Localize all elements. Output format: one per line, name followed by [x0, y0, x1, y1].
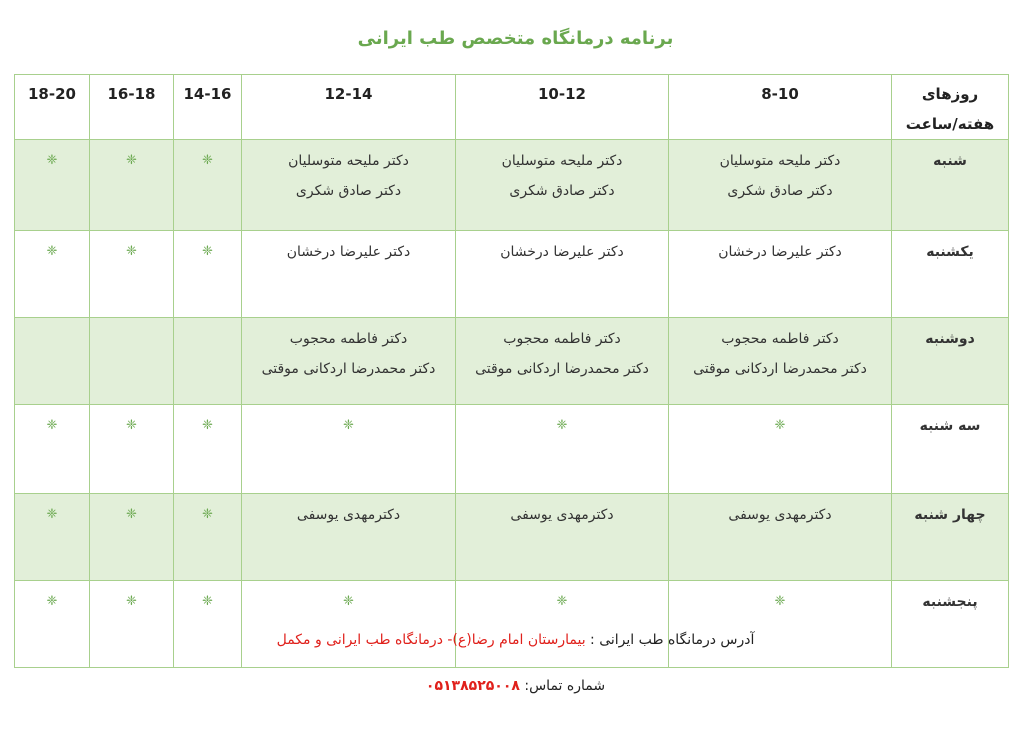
address-value: بیمارستان امام رضا(ع)- درمانگاه طب ایرانی و مکمل — [276, 632, 586, 648]
day-cell: پنجشنبه — [892, 581, 1009, 668]
schedule-cell — [15, 581, 90, 668]
schedule-cell — [669, 494, 892, 581]
schedule-cell — [174, 140, 242, 231]
doctor-name: دکتر محمدرضا اردکانی موقتی — [475, 361, 649, 377]
unavailable-mark-icon: ❈ — [126, 153, 137, 168]
schedule-cell — [242, 231, 456, 318]
doctor-name: دکتر علیرضا درخشان — [286, 244, 411, 260]
schedule-cell — [90, 405, 174, 494]
address-line — [0, 632, 1031, 648]
unavailable-mark-icon: ❈ — [126, 418, 137, 433]
table-row — [15, 231, 1009, 318]
unavailable-mark-icon: ❈ — [556, 594, 568, 609]
schedule-cell — [242, 318, 456, 405]
schedule-cell — [456, 231, 669, 318]
day-cell: یکشنبه — [892, 231, 1009, 318]
unavailable-mark-icon: ❈ — [126, 244, 137, 259]
schedule-cell — [242, 140, 456, 231]
schedule-table — [14, 74, 1009, 668]
schedule-cell — [669, 581, 892, 668]
unavailable-mark-icon: ❈ — [202, 153, 213, 168]
phone-label: شماره تماس: — [519, 678, 606, 694]
unavailable-mark-icon: ❈ — [774, 418, 786, 433]
unavailable-mark-icon: ❈ — [46, 507, 58, 522]
phone-value: ۰۵۱۳۸۵۲۵۰۰۸ — [425, 678, 520, 694]
slot-header: 14-16 — [174, 75, 242, 140]
unavailable-mark-icon: ❈ — [343, 594, 354, 609]
address-label: آدرس درمانگاه طب ایرانی : — [585, 632, 755, 648]
header-day-label: روزهای — [921, 85, 979, 103]
header-day-cell — [892, 75, 1009, 140]
table-row — [15, 405, 1009, 494]
doctor-name: دکتر ملیحه متوسلیان — [719, 153, 841, 169]
doctor-name: دکتر علیرضا درخشان — [718, 244, 842, 260]
slot-header: 10-12 — [456, 75, 669, 140]
slot-header: 16-18 — [90, 75, 174, 140]
schedule-cell — [90, 231, 174, 318]
table-row — [15, 140, 1009, 231]
unavailable-mark-icon: ❈ — [202, 594, 213, 609]
doctor-name: دکتر ملیحه متوسلیان — [501, 153, 623, 169]
schedule-cell — [669, 318, 892, 405]
header-week-hour-label: هفته/ساعت — [905, 115, 995, 133]
schedule-cell — [15, 318, 90, 405]
day-cell: چهار شنبه — [892, 494, 1009, 581]
day-cell: سه شنبه — [892, 405, 1009, 494]
doctor-name: دکتر صادق شکری — [295, 183, 402, 199]
header-row — [15, 75, 1009, 140]
schedule-cell — [174, 405, 242, 494]
unavailable-mark-icon: ❈ — [556, 418, 568, 433]
day-cell: شنبه — [892, 140, 1009, 231]
page-title: برنامه درمانگاه متخصص طب ایرانی — [357, 28, 674, 49]
slot-header: 18-20 — [15, 75, 90, 140]
unavailable-mark-icon: ❈ — [126, 594, 137, 609]
schedule-cell — [15, 140, 90, 231]
day-cell: دوشنبه — [892, 318, 1009, 405]
doctor-name: دکتر علیرضا درخشان — [500, 244, 624, 260]
schedule-cell — [669, 140, 892, 231]
doctor-name: دکتر فاطمه محجوب — [289, 331, 408, 347]
schedule-cell — [242, 494, 456, 581]
slot-header: 8-10 — [669, 75, 892, 140]
unavailable-mark-icon: ❈ — [126, 507, 137, 522]
unavailable-mark-icon: ❈ — [202, 507, 213, 522]
unavailable-mark-icon: ❈ — [202, 418, 213, 433]
doctor-name: دکتر صادق شکری — [727, 183, 833, 199]
schedule-cell — [174, 318, 242, 405]
table-row — [15, 581, 1009, 668]
doctor-name: دکترمهدی یوسفی — [296, 507, 401, 523]
unavailable-mark-icon: ❈ — [46, 153, 58, 168]
schedule-cell — [15, 405, 90, 494]
doctor-name: دکترمهدی یوسفی — [728, 507, 832, 523]
unavailable-mark-icon: ❈ — [46, 244, 58, 259]
table-row — [15, 494, 1009, 581]
schedule-cell — [456, 140, 669, 231]
doctor-name: دکتر صادق شکری — [509, 183, 615, 199]
unavailable-mark-icon: ❈ — [774, 594, 786, 609]
schedule-cell — [174, 494, 242, 581]
schedule-cell — [15, 231, 90, 318]
schedule-cell — [90, 581, 174, 668]
phone-line — [0, 678, 1031, 694]
schedule-cell — [174, 231, 242, 318]
table-row — [15, 318, 1009, 405]
doctor-name: دکترمهدی یوسفی — [510, 507, 614, 523]
schedule-cell — [174, 581, 242, 668]
schedule-cell — [15, 494, 90, 581]
schedule-cell — [242, 405, 456, 494]
doctor-name: دکتر محمدرضا اردکانی موقتی — [261, 361, 436, 377]
doctor-name: دکتر فاطمه محجوب — [503, 331, 621, 347]
schedule-cell — [456, 318, 669, 405]
schedule-cell — [456, 581, 669, 668]
doctor-name: دکتر فاطمه محجوب — [721, 331, 839, 347]
schedule-cell — [456, 405, 669, 494]
schedule-cell — [90, 318, 174, 405]
schedule-cell — [669, 231, 892, 318]
unavailable-mark-icon: ❈ — [202, 244, 213, 259]
unavailable-mark-icon: ❈ — [46, 418, 58, 433]
slot-header: 12-14 — [242, 75, 456, 140]
unavailable-mark-icon: ❈ — [343, 418, 354, 433]
schedule-cell — [242, 581, 456, 668]
schedule-cell — [669, 405, 892, 494]
schedule-cell — [456, 494, 669, 581]
doctor-name: دکتر محمدرضا اردکانی موقتی — [693, 361, 867, 377]
schedule-cell — [90, 494, 174, 581]
schedule-cell — [90, 140, 174, 231]
unavailable-mark-icon: ❈ — [46, 594, 58, 609]
doctor-name: دکتر ملیحه متوسلیان — [288, 153, 409, 169]
